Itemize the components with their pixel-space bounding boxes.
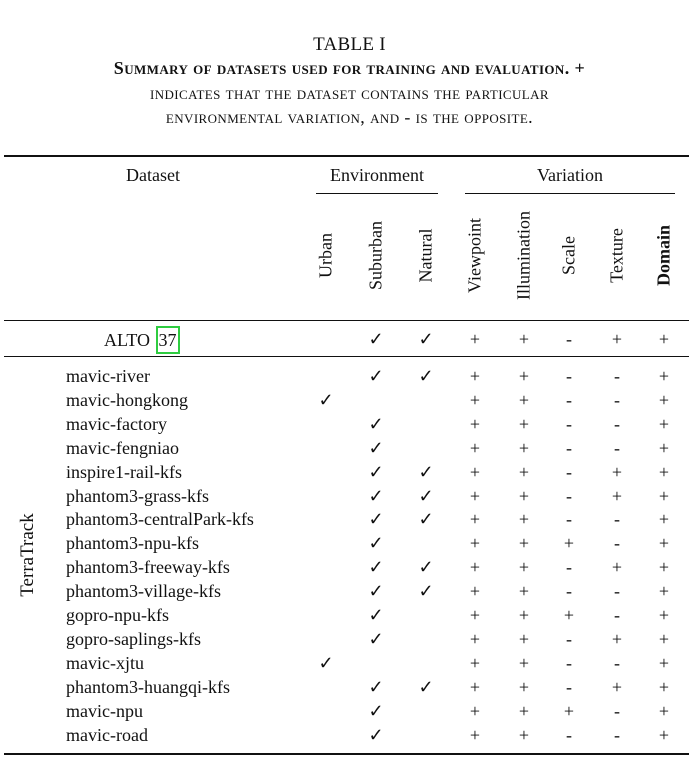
cell-natural: ✓ (418, 677, 434, 697)
cell-scale: - (566, 329, 572, 349)
cell-texture: - (614, 366, 620, 386)
cell-viewpoint: + (469, 557, 481, 577)
cell-domain: + (658, 438, 670, 458)
cell-natural: ✓ (418, 486, 434, 506)
cell-scale: - (566, 366, 572, 386)
cell-scale: - (566, 486, 572, 506)
cell-scale: + (563, 605, 575, 625)
cell-suburban: ✓ (368, 438, 384, 458)
caption-line-3: environmental variation, and - is the opposite. (165, 107, 534, 127)
cell-domain: + (658, 581, 670, 601)
table-number: TABLE I (313, 34, 386, 55)
cell-suburban: ✓ (368, 701, 384, 721)
cell-urban: ✓ (318, 653, 334, 673)
cell-viewpoint: + (469, 414, 481, 434)
cell-viewpoint: + (469, 390, 481, 410)
dataset-name: gopro-npu-kfs (66, 605, 169, 625)
cell-domain: + (658, 462, 670, 482)
cell-suburban: ✓ (368, 605, 384, 625)
cell-domain: + (658, 557, 670, 577)
cell-scale: + (563, 533, 575, 553)
column-header-viewpoint: Viewpoint (464, 218, 485, 293)
environment-underline (316, 193, 438, 194)
alto-name: ALTO (104, 330, 151, 350)
dataset-name: mavic-factory (66, 414, 167, 434)
column-header-suburban: Suburban (365, 221, 386, 290)
cell-urban: ✓ (318, 390, 334, 410)
cell-illumination: + (518, 677, 530, 697)
alto-citation-link[interactable]: 37 (156, 326, 180, 354)
cell-domain: + (658, 629, 670, 649)
caption-line-2: indicates that the dataset contains the particular (150, 83, 549, 103)
cell-illumination: + (518, 557, 530, 577)
cell-suburban: ✓ (368, 725, 384, 745)
cell-natural: ✓ (418, 509, 434, 529)
column-header-urban: Urban (315, 233, 336, 278)
cell-viewpoint: + (469, 329, 481, 349)
bottom-rule (4, 753, 689, 755)
cell-texture: + (611, 677, 623, 697)
cell-illumination: + (518, 390, 530, 410)
cell-illumination: + (518, 653, 530, 673)
cell-natural: ✓ (418, 557, 434, 577)
cell-texture: - (614, 509, 620, 529)
cell-illumination: + (518, 509, 530, 529)
cell-texture: - (614, 653, 620, 673)
cell-texture: - (614, 438, 620, 458)
cell-suburban: ✓ (368, 581, 384, 601)
cell-domain: + (658, 414, 670, 434)
cell-illumination: + (518, 366, 530, 386)
cell-scale: - (566, 653, 572, 673)
cell-scale: - (566, 438, 572, 458)
cell-viewpoint: + (469, 605, 481, 625)
cell-illumination: + (518, 414, 530, 434)
dataset-name: phantom3-freeway-kfs (66, 557, 230, 577)
cell-domain: + (658, 486, 670, 506)
cell-texture: - (614, 605, 620, 625)
cell-illumination: + (518, 486, 530, 506)
dataset-header: Dataset (126, 165, 180, 185)
cell-scale: - (566, 557, 572, 577)
cell-texture: + (611, 486, 623, 506)
cell-texture: - (614, 414, 620, 434)
cell-viewpoint: + (469, 581, 481, 601)
cell-texture: + (611, 557, 623, 577)
cell-domain: + (658, 605, 670, 625)
cell-illumination: + (518, 533, 530, 553)
column-header-texture: Texture (606, 228, 627, 283)
header-rule (4, 320, 689, 321)
column-header-illumination: Illumination (513, 211, 534, 300)
cell-viewpoint: + (469, 701, 481, 721)
dataset-name: mavic-xjtu (66, 653, 144, 673)
cell-natural: ✓ (418, 462, 434, 482)
dataset-name: phantom3-grass-kfs (66, 486, 209, 506)
cell-illumination: + (518, 329, 530, 349)
cell-suburban: ✓ (368, 629, 384, 649)
column-header-natural: Natural (415, 228, 436, 283)
cell-suburban: ✓ (368, 486, 384, 506)
cell-illumination: + (518, 629, 530, 649)
cell-viewpoint: + (469, 486, 481, 506)
cell-domain: + (658, 677, 670, 697)
cell-viewpoint: + (469, 677, 481, 697)
cell-illumination: + (518, 438, 530, 458)
cell-domain: + (658, 509, 670, 529)
cell-scale: - (566, 629, 572, 649)
dataset-name: phantom3-centralPark-kfs (66, 509, 254, 529)
cell-scale: - (566, 414, 572, 434)
alto-row-name (104, 326, 180, 354)
variation-underline (465, 193, 675, 194)
cell-viewpoint: + (469, 533, 481, 553)
cell-texture: - (614, 390, 620, 410)
cell-domain: + (658, 725, 670, 745)
alto-rule (4, 356, 689, 357)
cell-scale: + (563, 701, 575, 721)
cell-suburban: ✓ (368, 677, 384, 697)
top-rule (4, 155, 689, 157)
dataset-name: gopro-saplings-kfs (66, 629, 201, 649)
cell-natural: ✓ (418, 581, 434, 601)
environment-header: Environment (330, 165, 424, 185)
cell-scale: - (566, 581, 572, 601)
dataset-name: mavic-npu (66, 701, 143, 721)
cell-viewpoint: + (469, 725, 481, 745)
dataset-name: mavic-road (66, 725, 148, 745)
cell-domain: + (658, 390, 670, 410)
cell-domain: + (658, 366, 670, 386)
cell-texture: - (614, 725, 620, 745)
dataset-name: phantom3-npu-kfs (66, 533, 199, 553)
cell-viewpoint: + (469, 366, 481, 386)
cell-illumination: + (518, 605, 530, 625)
cell-suburban: ✓ (368, 366, 384, 386)
cell-scale: - (566, 725, 572, 745)
caption-line-1: Summary of datasets used for training and evaluation. + (113, 58, 586, 78)
cell-scale: - (566, 677, 572, 697)
cell-texture: - (614, 701, 620, 721)
cell-illumination: + (518, 462, 530, 482)
cell-viewpoint: + (469, 629, 481, 649)
dataset-name: mavic-river (66, 366, 150, 386)
cell-illumination: + (518, 725, 530, 745)
cell-suburban: ✓ (368, 462, 384, 482)
cell-texture: - (614, 533, 620, 553)
cell-texture: - (614, 581, 620, 601)
terratrack-group-label: TerraTrack (17, 513, 38, 597)
dataset-name: phantom3-huangqi-kfs (66, 677, 230, 697)
cell-scale: - (566, 390, 572, 410)
cell-scale: - (566, 462, 572, 482)
dataset-name: mavic-fengniao (66, 438, 179, 458)
cell-texture: + (611, 462, 623, 482)
dataset-name: phantom3-village-kfs (66, 581, 221, 601)
cell-texture: + (611, 329, 623, 349)
dataset-name: mavic-hongkong (66, 390, 188, 410)
cell-suburban: ✓ (368, 533, 384, 553)
cell-suburban: ✓ (368, 557, 384, 577)
cell-domain: + (658, 329, 670, 349)
cell-domain: + (658, 653, 670, 673)
cell-suburban: ✓ (368, 509, 384, 529)
cell-natural: ✓ (418, 329, 434, 349)
cell-domain: + (658, 533, 670, 553)
cell-natural: ✓ (418, 366, 434, 386)
cell-viewpoint: + (469, 462, 481, 482)
cell-texture: + (611, 629, 623, 649)
cell-suburban: ✓ (368, 329, 384, 349)
dataset-name: inspire1-rail-kfs (66, 462, 182, 482)
cell-illumination: + (518, 701, 530, 721)
column-header-domain: Domain (653, 224, 674, 287)
cell-scale: - (566, 509, 572, 529)
cell-viewpoint: + (469, 438, 481, 458)
cell-viewpoint: + (469, 653, 481, 673)
cell-viewpoint: + (469, 509, 481, 529)
cell-illumination: + (518, 581, 530, 601)
column-header-scale: Scale (558, 236, 579, 275)
cell-suburban: ✓ (368, 414, 384, 434)
cell-domain: + (658, 701, 670, 721)
variation-header: Variation (537, 165, 603, 185)
